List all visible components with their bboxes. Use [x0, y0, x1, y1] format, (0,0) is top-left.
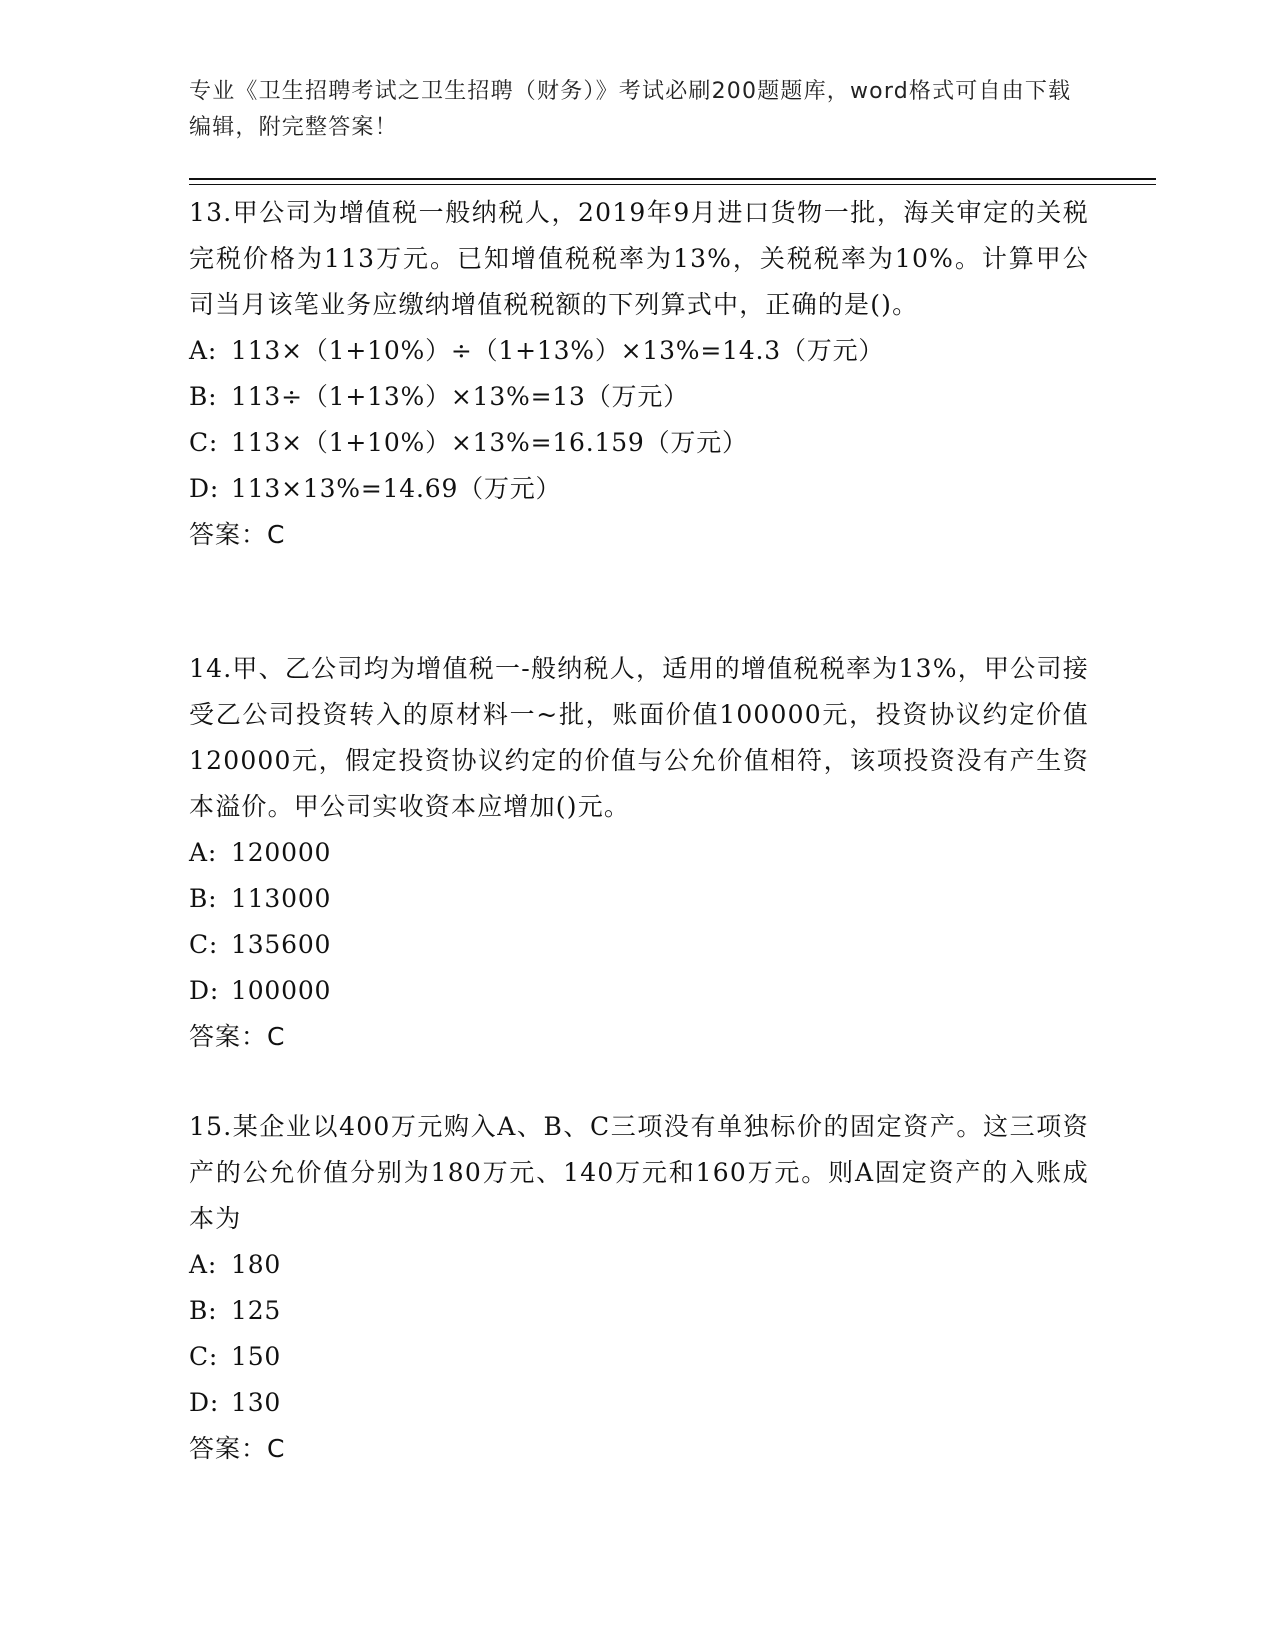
option-letter: D:	[189, 474, 220, 503]
option-letter: A:	[189, 838, 218, 867]
option-letter: A:	[189, 336, 218, 365]
option-text: 120000	[231, 838, 332, 867]
option-text: 180	[231, 1250, 282, 1279]
option-text: 130	[231, 1388, 282, 1417]
option-c	[189, 1334, 1089, 1380]
option-text: 135600	[231, 930, 332, 959]
answer-line: 答案：C	[189, 520, 286, 549]
question-stem: 15.某企业以400万元购入A、B、C三项没有单独标价的固定资产。这三项资产的公允价值分别为180万元、140万元和160万元。则A固定资产的入账成本为	[189, 1112, 1089, 1233]
option-letter: D:	[189, 1388, 220, 1417]
option-d	[189, 968, 1089, 1014]
option-letter: C:	[189, 1342, 219, 1371]
option-letter: A:	[189, 1250, 218, 1279]
question-stem: 14.甲、乙公司均为增值税一-般纳税人，适用的增值税税率为13%，甲公司接受乙公司投资转入的原材料一~批，账面价值100000元，投资协议约定价值120000元，假定投资协议约定的价值与公允价值相符，该项投资没有产生资本溢价。甲公司实收资本应增加()元。	[189, 654, 1089, 821]
option-letter: D:	[189, 976, 220, 1005]
option-b	[189, 876, 1089, 922]
option-letter: B:	[189, 1296, 218, 1325]
option-a	[189, 1242, 1089, 1288]
option-a	[189, 830, 1089, 876]
option-c	[189, 420, 1089, 466]
document-header: 专业《卫生招聘考试之卫生招聘（财务）》考试必刷200题题库，word格式可自由下载编辑，附完整答案！	[189, 79, 1072, 140]
question-15	[189, 1104, 1089, 1472]
question-13	[189, 190, 1089, 558]
option-text: 125	[231, 1296, 282, 1325]
option-letter: C:	[189, 930, 219, 959]
option-letter: B:	[189, 382, 218, 411]
option-text: 113000	[231, 884, 332, 913]
option-b	[189, 1288, 1089, 1334]
option-b	[189, 374, 1089, 420]
option-c	[189, 922, 1089, 968]
option-letter: C:	[189, 428, 219, 457]
question-14	[189, 646, 1089, 1060]
option-text: 113×（1+10%）×13%=16.159（万元）	[231, 428, 748, 457]
answer-line: 答案：C	[189, 1022, 286, 1051]
question-stem: 13.甲公司为增值税一般纳税人，2019年9月进口货物一批，海关审定的关税完税价格为113万元。已知增值税税率为13%，关税税率为10%。计算甲公司当月该笔业务应缴纳增值税税额的下列算式中，正确的是()。	[189, 198, 1089, 319]
answer-line: 答案：C	[189, 1434, 286, 1463]
option-text: 113×13%=14.69（万元）	[231, 474, 562, 503]
option-text: 113×（1+10%）÷（1+13%）×13%=14.3（万元）	[231, 336, 885, 365]
option-a	[189, 328, 1089, 374]
option-letter: B:	[189, 884, 218, 913]
option-text: 113÷（1+13%）×13%=13（万元）	[231, 382, 689, 411]
header-divider-thick	[189, 178, 1156, 180]
header-divider-thin	[189, 184, 1156, 185]
option-text: 150	[231, 1342, 282, 1371]
option-d	[189, 466, 1089, 512]
option-text: 100000	[231, 976, 332, 1005]
option-d	[189, 1380, 1089, 1426]
